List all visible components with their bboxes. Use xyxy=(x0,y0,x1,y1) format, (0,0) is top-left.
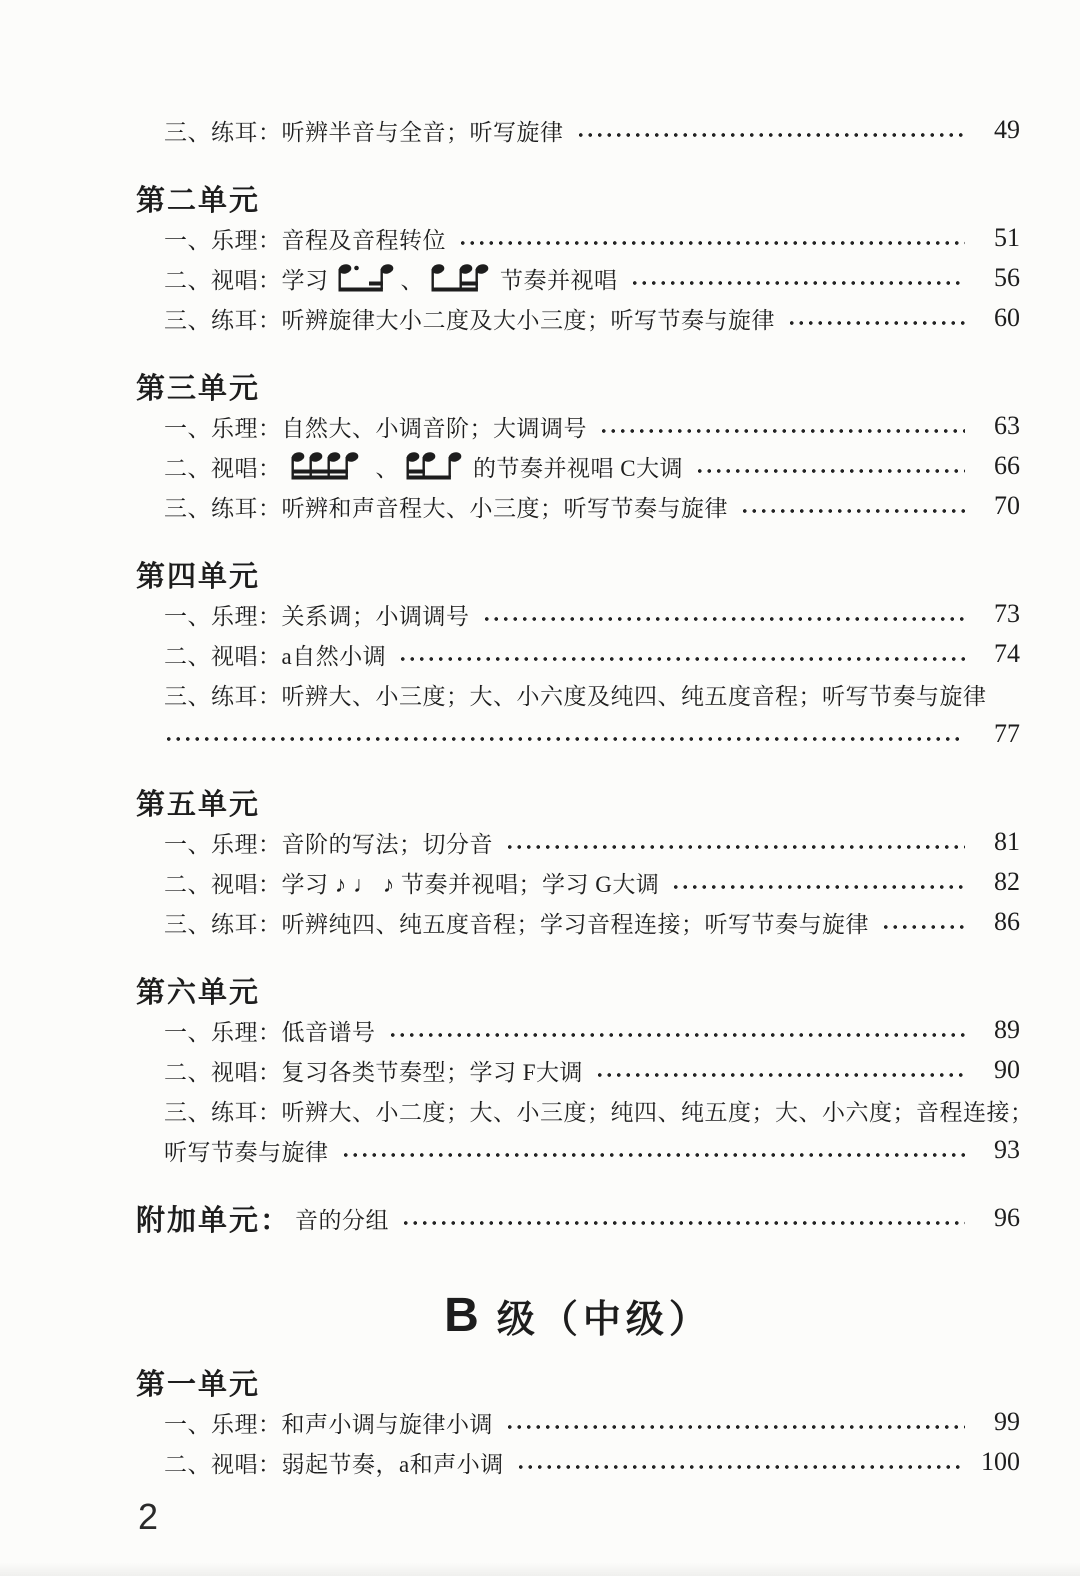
rhythm-two-sixteenths-eighth-icon xyxy=(405,450,463,484)
toc-entry xyxy=(136,110,1020,150)
dot-leader xyxy=(881,923,965,931)
unit-title: 第二单元 xyxy=(136,184,261,217)
page-number: 74 xyxy=(994,639,1020,668)
entry-text: 听写节奏与旋律 xyxy=(164,1139,329,1165)
page-number: 66 xyxy=(994,451,1020,480)
dot-leader xyxy=(164,735,965,743)
entry-text: 三、练耳：听辨大、小二度；大、小三度；纯四、纯五度；大、小六度；音程连接； xyxy=(164,1099,1034,1125)
entry-text: 、 xyxy=(400,267,424,293)
dot-leader xyxy=(401,1219,965,1227)
page-number: 86 xyxy=(994,907,1020,936)
page-number: 100 xyxy=(981,1447,1020,1476)
unit-title: 第四单元 xyxy=(136,560,261,593)
entry-text: 三、练耳：听辨旋律大小二度及大小三度；听写节奏与旋律 xyxy=(164,307,775,333)
entry-text: 三、练耳：听辨纯四、纯五度音程；学习音程连接；听写节奏与旋律 xyxy=(164,911,869,937)
page-number: 70 xyxy=(994,491,1020,520)
entry-text: 一、乐理：低音谱号 xyxy=(164,1019,376,1045)
dot-leader xyxy=(516,1463,965,1471)
toc-entry xyxy=(136,634,1020,674)
page-number: 93 xyxy=(994,1135,1020,1164)
page-number: 82 xyxy=(994,867,1020,896)
entry-text: 一、乐理：自然大、小调音阶；大调调号 xyxy=(164,415,587,441)
page-number: 63 xyxy=(994,411,1020,440)
entry-text: 二、视唱： xyxy=(164,455,282,481)
toc-entry-extra-unit xyxy=(136,1198,1020,1238)
dot-leader xyxy=(388,1031,966,1039)
entry-text: 一、乐理：音程及音程转位 xyxy=(164,227,446,253)
toc-entry-continuation xyxy=(136,714,1020,754)
entry-text: 、 xyxy=(375,455,399,481)
unit-title: 第六单元 xyxy=(136,976,261,1009)
entry-text: 一、乐理：关系调；小调调号 xyxy=(164,603,470,629)
toc-entry xyxy=(136,1010,1020,1050)
toc-entry xyxy=(136,862,1020,902)
rhythm-eighth-two-sixteenths-icon xyxy=(430,262,490,296)
dot-leader xyxy=(787,319,965,327)
dot-leader xyxy=(398,655,965,663)
toc-entry xyxy=(136,902,1020,942)
toc-entry xyxy=(136,298,1020,338)
page-number: 51 xyxy=(994,223,1020,252)
page-number: 60 xyxy=(994,303,1020,332)
entry-text: 二、视唱：复习各类节奏型；学习 F大调 xyxy=(164,1059,584,1085)
entry-text: 三、练耳：听辨半音与全音；听写旋律 xyxy=(164,119,564,145)
toc-entry xyxy=(136,594,1020,634)
dot-leader xyxy=(341,1151,966,1159)
page-number: 99 xyxy=(994,1407,1020,1436)
entry-text: 的节奏并视唱 C大调 xyxy=(473,455,684,481)
entry-text: 二、视唱：a自然小调 xyxy=(164,643,387,669)
toc-entry xyxy=(136,258,1020,298)
toc-entry xyxy=(136,218,1020,258)
page-number: 77 xyxy=(994,719,1020,748)
entry-text: 节奏并视唱 xyxy=(500,267,618,293)
dot-leader xyxy=(458,239,965,247)
level-letter: B xyxy=(444,1288,479,1342)
page-number: 81 xyxy=(994,827,1020,856)
dot-leader xyxy=(599,427,965,435)
toc-entry xyxy=(136,486,1020,526)
toc-entry xyxy=(136,674,1020,714)
rhythm-four-sixteenths-icon xyxy=(290,450,370,484)
dot-leader xyxy=(630,279,966,287)
dot-leader xyxy=(505,843,965,851)
entry-text: 一、乐理：和声小调与旋律小调 xyxy=(164,1411,493,1437)
page-number: 56 xyxy=(994,263,1020,292)
entry-text: 一、乐理：音阶的写法；切分音 xyxy=(164,831,493,857)
unit-title: 第一单元 xyxy=(136,1368,261,1401)
folio-page-number: 2 xyxy=(138,1496,159,1537)
entry-text: 二、视唱：学习 ♪ ♩ ♪ 节奏并视唱；学习 G大调 xyxy=(164,871,660,897)
entry-text: 三、练耳：听辨大、小三度；大、小六度及纯四、纯五度音程；听写节奏与旋律 xyxy=(164,683,987,709)
dot-leader xyxy=(595,1071,965,1079)
unit-title: 附加单元： xyxy=(136,1204,292,1237)
dot-leader xyxy=(695,467,965,475)
dot-leader xyxy=(576,131,966,139)
toc-entry xyxy=(136,1050,1020,1090)
dot-leader xyxy=(505,1423,965,1431)
page-number: 49 xyxy=(994,115,1020,144)
toc-entry xyxy=(136,822,1020,862)
page-number: 89 xyxy=(994,1015,1020,1044)
level-heading xyxy=(136,1284,1020,1346)
unit-title: 第五单元 xyxy=(136,788,261,821)
level-name: 级（中级） xyxy=(496,1298,712,1341)
toc-entry-continuation xyxy=(136,1130,1020,1170)
dot-leader xyxy=(671,883,965,891)
toc-entry xyxy=(136,1402,1020,1442)
page-number: 96 xyxy=(994,1203,1020,1232)
toc-entry xyxy=(136,406,1020,446)
toc-entry xyxy=(136,1090,1034,1130)
dot-leader xyxy=(740,507,965,515)
entry-text: 三、练耳：听辨和声音程大、小三度；听写节奏与旋律 xyxy=(164,495,728,521)
unit-title: 第三单元 xyxy=(136,372,261,405)
entry-text: 二、视唱：学习 xyxy=(164,267,329,293)
dot-leader xyxy=(482,615,966,623)
entry-text: 音的分组 xyxy=(295,1207,390,1233)
rhythm-dotted-eighth-sixteenth-icon xyxy=(337,262,395,296)
toc-entry xyxy=(136,446,1020,486)
toc-entry xyxy=(136,1442,1020,1482)
entry-text: 二、视唱：弱起节奏，a和声小调 xyxy=(164,1451,504,1477)
page-number: 90 xyxy=(994,1055,1020,1084)
page-number: 73 xyxy=(994,599,1020,628)
